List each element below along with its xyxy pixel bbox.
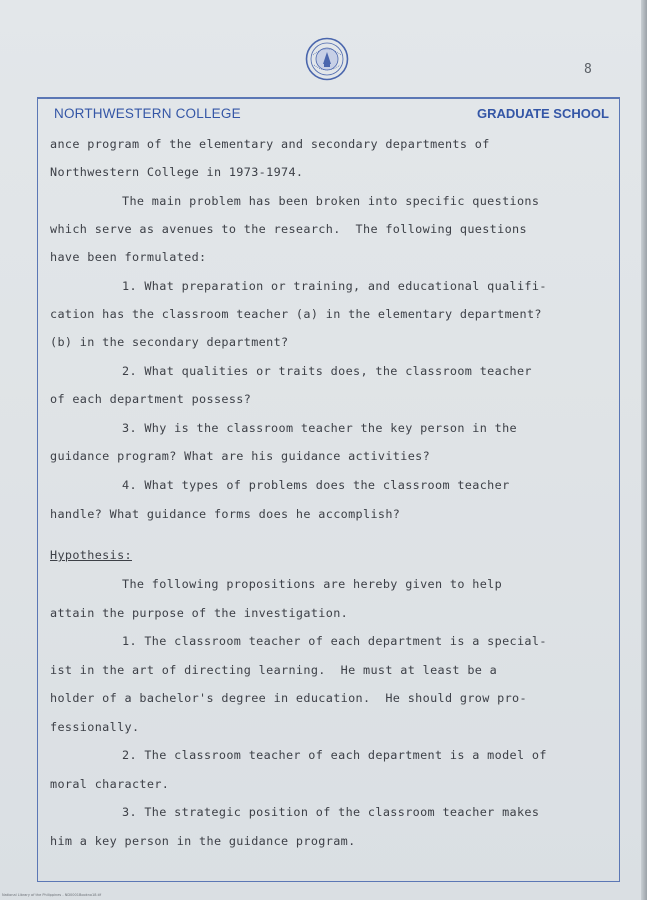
body-line: moral character. bbox=[50, 777, 170, 791]
body-line: 2. What qualities or traits does, the classroom teacher bbox=[122, 364, 532, 378]
body-line: holder of a bachelor's degree in education. He should grow pro- bbox=[50, 691, 527, 705]
body-line: (b) in the secondary department? bbox=[50, 335, 289, 349]
body-line: guidance program? What are his guidance activities? bbox=[50, 449, 431, 463]
scan-footer: National Library of the Philippines - ND0001Bookno18.tif bbox=[2, 893, 102, 897]
body-line: have been formulated: bbox=[50, 250, 207, 264]
body-line: The main problem has been broken into specific questions bbox=[122, 194, 540, 208]
page-edge-shadow bbox=[641, 0, 647, 900]
body-line: fessionally. bbox=[50, 720, 140, 734]
body-line: him a key person in the guidance program. bbox=[50, 834, 356, 848]
body-line: 1. What preparation or training, and educational qualifi- bbox=[122, 279, 547, 293]
body-line: Northwestern College in 1973-1974. bbox=[50, 165, 304, 179]
body-line: ist in the art of directing learning. He must at least be a bbox=[50, 663, 498, 677]
body-line: of each department possess? bbox=[50, 392, 252, 406]
college-seal-icon bbox=[305, 37, 349, 81]
body-line: 1. The classroom teacher of each department is a special- bbox=[122, 634, 547, 648]
body-line: 2. The classroom teacher of each department is a model of bbox=[122, 748, 547, 762]
body-line: 4. What types of problems does the classroom teacher bbox=[122, 478, 510, 492]
body-line: 3. The strategic position of the classroom teacher makes bbox=[122, 805, 540, 819]
header-college-name: NORTHWESTERN COLLEGE bbox=[54, 106, 241, 121]
page-number: 8 bbox=[584, 62, 592, 77]
body-line: 3. Why is the classroom teacher the key person in the bbox=[122, 421, 517, 435]
body-line: which serve as avenues to the research. The following questions bbox=[50, 222, 527, 236]
body-line: handle? What guidance forms does he accomplish? bbox=[50, 507, 401, 521]
body-line: ance program of the elementary and secondary departments of bbox=[50, 137, 490, 151]
body-line: attain the purpose of the investigation. bbox=[50, 606, 349, 620]
body-line: cation has the classroom teacher (a) in the elementary department? bbox=[50, 307, 542, 321]
header-school-name: GRADUATE SCHOOL bbox=[477, 106, 609, 121]
hypothesis-heading: Hypothesis: bbox=[50, 548, 132, 562]
body-line: The following propositions are hereby given to help bbox=[122, 577, 503, 591]
